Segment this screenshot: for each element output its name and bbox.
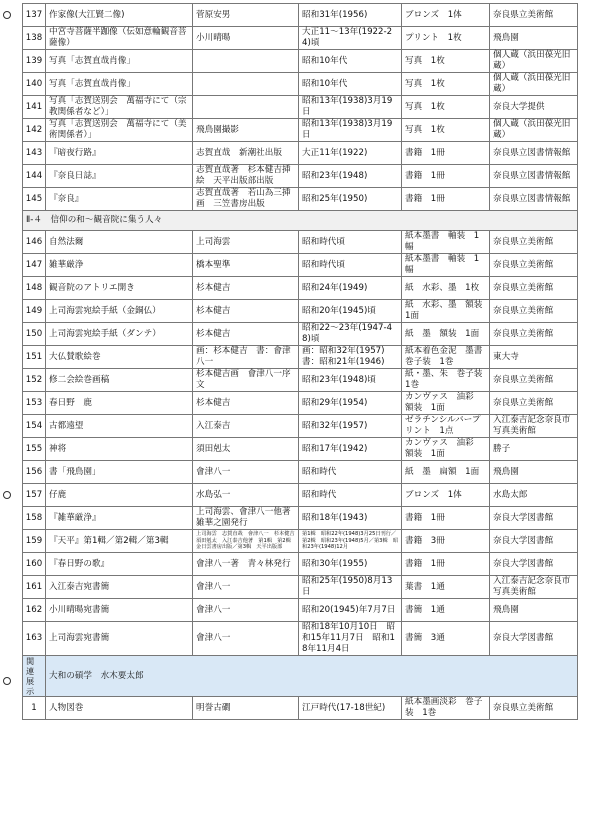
item-number: 149 bbox=[23, 300, 46, 323]
item-title: 『天平』第1輯／第2輯／第3輯 bbox=[46, 530, 193, 553]
item-title: 上司海雲宛書簡 bbox=[46, 622, 193, 656]
item-date: 昭和10年代 bbox=[299, 73, 402, 96]
item-title: 写真「志賀直哉肖像」 bbox=[46, 73, 193, 96]
item-owner: 個人蔵（浜田葆光旧蔵） bbox=[490, 73, 578, 96]
item-date: 昭和20年(1945)頃 bbox=[299, 300, 402, 323]
table-row bbox=[23, 254, 578, 277]
item-material: 書籍 1冊 bbox=[402, 553, 490, 576]
table-row bbox=[23, 323, 578, 346]
item-material: 紙本着色金泥 墨書 巻子装 1巻 bbox=[402, 346, 490, 369]
item-material: 紙 墨 額装 1面 bbox=[402, 323, 490, 346]
item-author: 會津八一 bbox=[193, 599, 299, 622]
item-material: カンヴァス 油彩 額装 1面 bbox=[402, 392, 490, 415]
item-material: 書籍 1冊 bbox=[402, 165, 490, 188]
item-owner: 奈良県立美術館 bbox=[490, 231, 578, 254]
item-owner: 個人蔵（浜田葆光旧蔵） bbox=[490, 119, 578, 142]
item-title: 入江泰吉宛書簡 bbox=[46, 576, 193, 599]
item-owner: 入江泰吉記念奈良市写真美術館 bbox=[490, 415, 578, 438]
item-owner: 奈良県立美術館 bbox=[490, 369, 578, 392]
table-row bbox=[23, 553, 578, 576]
item-title: 雑華厳浄 bbox=[46, 254, 193, 277]
item-number: 161 bbox=[23, 576, 46, 599]
item-number: 141 bbox=[23, 96, 46, 119]
item-date: 昭和時代頃 bbox=[299, 231, 402, 254]
item-owner: 飛鳥園 bbox=[490, 27, 578, 50]
item-material: 写真 1枚 bbox=[402, 50, 490, 73]
table-row bbox=[23, 346, 578, 369]
table-row bbox=[23, 188, 578, 211]
item-title: 上司海雲宛絵手紙（ダンテ） bbox=[46, 323, 193, 346]
item-number: 142 bbox=[23, 119, 46, 142]
item-number: 154 bbox=[23, 415, 46, 438]
table-row bbox=[23, 697, 578, 720]
table-row bbox=[23, 96, 578, 119]
item-number: 159 bbox=[23, 530, 46, 553]
item-date: 昭和22～23年(1947-48)頃 bbox=[299, 323, 402, 346]
table-row bbox=[23, 277, 578, 300]
item-author: 志賀直哉著 杉本健吉挿絵 天平出版部出版 bbox=[193, 165, 299, 188]
item-date: 昭和時代 bbox=[299, 461, 402, 484]
item-material: 書簡 3通 bbox=[402, 622, 490, 656]
item-author: 志賀直哉 新潮社出版 bbox=[193, 142, 299, 165]
item-owner: 奈良県立図書情報館 bbox=[490, 142, 578, 165]
item-number: 156 bbox=[23, 461, 46, 484]
table-row bbox=[23, 165, 578, 188]
table-row bbox=[23, 392, 578, 415]
item-material: 書簡 1通 bbox=[402, 599, 490, 622]
item-material: ブロンズ 1体 bbox=[402, 484, 490, 507]
item-owner: 奈良大学図書館 bbox=[490, 622, 578, 656]
selection-circle-icon bbox=[3, 491, 11, 499]
item-material: 書籍 1冊 bbox=[402, 507, 490, 530]
item-author bbox=[193, 50, 299, 73]
item-title: 『雑華厳浄』 bbox=[46, 507, 193, 530]
item-date: 昭和32年(1957) bbox=[299, 415, 402, 438]
item-owner: 奈良大学提供 bbox=[490, 96, 578, 119]
item-title: 中宮寺菩薩半跏像（伝如意輪観音菩薩像） bbox=[46, 27, 193, 50]
item-material: 紙 水彩、墨 1枚 bbox=[402, 277, 490, 300]
table-row bbox=[23, 27, 578, 50]
item-material: 書籍 1冊 bbox=[402, 188, 490, 211]
selection-circle-icon bbox=[3, 677, 11, 685]
item-date: 昭和25年(1950) bbox=[299, 188, 402, 211]
item-date: 昭和18年10月10日 昭和15年11月7日 昭和18年11月4日 bbox=[299, 622, 402, 656]
item-number: 144 bbox=[23, 165, 46, 188]
item-title: 小川晴暘宛書簡 bbox=[46, 599, 193, 622]
item-material: 紙本墨書 軸装 1幅 bbox=[402, 254, 490, 277]
item-title: 『春日野の歌』 bbox=[46, 553, 193, 576]
item-author: 上司海雲 志賀直哉 會津八一 杉本健吉 須田剋太 入江泰吉他著 第1輯 第2輯 金日雲書房出版／第3輯 天平出版部 bbox=[193, 530, 299, 553]
item-author: 橋本聖準 bbox=[193, 254, 299, 277]
related-exhibit-title: 大和の碩学 水木要太郎 bbox=[46, 656, 578, 697]
item-title: 修二会絵巻画稿 bbox=[46, 369, 193, 392]
item-owner: 奈良県立美術館 bbox=[490, 323, 578, 346]
item-number: 153 bbox=[23, 392, 46, 415]
item-number: 162 bbox=[23, 599, 46, 622]
item-title: 『奈良』 bbox=[46, 188, 193, 211]
item-number: 137 bbox=[23, 4, 46, 27]
item-title: 書「飛鳥園」 bbox=[46, 461, 193, 484]
item-title: 写真「志賀送別会 萬福寺にて（美術関係者）」 bbox=[46, 119, 193, 142]
item-title: 古都遠望 bbox=[46, 415, 193, 438]
item-date: 昭和29年(1954) bbox=[299, 392, 402, 415]
item-owner: 奈良県立図書情報館 bbox=[490, 165, 578, 188]
item-number: 150 bbox=[23, 323, 46, 346]
item-owner: 奈良県立美術館 bbox=[490, 697, 578, 720]
item-number: 160 bbox=[23, 553, 46, 576]
item-number: 151 bbox=[23, 346, 46, 369]
item-number: 147 bbox=[23, 254, 46, 277]
table-row bbox=[23, 438, 578, 461]
item-author bbox=[193, 73, 299, 96]
table-row bbox=[23, 50, 578, 73]
item-author: 水島弘一 bbox=[193, 484, 299, 507]
table-row bbox=[23, 507, 578, 530]
item-date: 昭和23年(1948)頃 bbox=[299, 369, 402, 392]
item-title: 上司海雲宛絵手紙（金銅仏） bbox=[46, 300, 193, 323]
item-date: 大正11～13年(1922-24)頃 bbox=[299, 27, 402, 50]
item-owner: 飛鳥園 bbox=[490, 461, 578, 484]
item-author: 上司海雲、會津八一他著 雑華之園発行 bbox=[193, 507, 299, 530]
item-author: 會津八一著 青々林発行 bbox=[193, 553, 299, 576]
item-number: 145 bbox=[23, 188, 46, 211]
item-author: 画：杉本健吉 書：會津八一 bbox=[193, 346, 299, 369]
item-number: 163 bbox=[23, 622, 46, 656]
item-owner: 奈良県立美術館 bbox=[490, 4, 578, 27]
item-material: 写真 1枚 bbox=[402, 73, 490, 96]
item-date: 昭和31年(1956) bbox=[299, 4, 402, 27]
item-date: 昭和時代頃 bbox=[299, 254, 402, 277]
item-author: 菅原安男 bbox=[193, 4, 299, 27]
item-author: 會津八一 bbox=[193, 622, 299, 656]
item-title: 『暗夜行路』 bbox=[46, 142, 193, 165]
item-number: 155 bbox=[23, 438, 46, 461]
item-owner: 飛鳥園 bbox=[490, 599, 578, 622]
item-author: 入江泰吉 bbox=[193, 415, 299, 438]
table-row bbox=[23, 231, 578, 254]
item-author: 杉本健吉 bbox=[193, 323, 299, 346]
item-owner: 個人蔵（浜田葆光旧蔵） bbox=[490, 50, 578, 73]
item-material: 紙本墨画淡彩 巻子装 1巻 bbox=[402, 697, 490, 720]
item-material: 書籍 1冊 bbox=[402, 142, 490, 165]
item-material: 書籍 3冊 bbox=[402, 530, 490, 553]
item-number: 139 bbox=[23, 50, 46, 73]
item-date: 昭和30年(1955) bbox=[299, 553, 402, 576]
item-number: 138 bbox=[23, 27, 46, 50]
catalog-table bbox=[22, 3, 578, 720]
item-title: 写真「志賀送別会 萬福寺にて（宗教関係者など）」 bbox=[46, 96, 193, 119]
item-author: 明誉古磵 bbox=[193, 697, 299, 720]
item-number: 146 bbox=[23, 231, 46, 254]
item-title: 観音院のアトリエ開き bbox=[46, 277, 193, 300]
item-number: 148 bbox=[23, 277, 46, 300]
section-title: Ⅱ-４ 信仰の和～観音院に集う人々 bbox=[23, 211, 578, 231]
section-header-row bbox=[23, 211, 578, 231]
item-title: 『奈良日誌』 bbox=[46, 165, 193, 188]
item-title: 仔鹿 bbox=[46, 484, 193, 507]
item-date: 昭和23年(1948) bbox=[299, 165, 402, 188]
item-author bbox=[193, 96, 299, 119]
item-material: 写真 1枚 bbox=[402, 96, 490, 119]
table-row bbox=[23, 576, 578, 599]
item-number: 143 bbox=[23, 142, 46, 165]
item-owner: 奈良大学図書館 bbox=[490, 530, 578, 553]
item-owner: 奈良県立美術館 bbox=[490, 277, 578, 300]
item-date: 昭和13年(1938)3月19日 bbox=[299, 119, 402, 142]
item-owner: 水島太郎 bbox=[490, 484, 578, 507]
table-row bbox=[23, 369, 578, 392]
item-owner: 奈良県立美術館 bbox=[490, 392, 578, 415]
item-owner: 奈良大学図書館 bbox=[490, 507, 578, 530]
item-material: カンヴァス 油彩 額装 1面 bbox=[402, 438, 490, 461]
item-material: 紙本墨書 軸装 1幅 bbox=[402, 231, 490, 254]
item-material: ゼラチンシルバープリント 1点 bbox=[402, 415, 490, 438]
item-author: 志賀直哉著 若山為三挿画 三笠書房出版 bbox=[193, 188, 299, 211]
table-row bbox=[23, 73, 578, 96]
item-author: 杉本健吉 bbox=[193, 392, 299, 415]
item-material: 紙 墨 扁額 1面 bbox=[402, 461, 490, 484]
item-owner: 奈良県立美術館 bbox=[490, 300, 578, 323]
item-date: 画：昭和32年(1957) 書：昭和21年(1946) bbox=[299, 346, 402, 369]
item-date: 昭和20(1945)年7月7日 bbox=[299, 599, 402, 622]
related-exhibit-row bbox=[23, 656, 578, 697]
item-author: 杉本健吉 bbox=[193, 300, 299, 323]
item-number: 140 bbox=[23, 73, 46, 96]
item-owner: 東大寺 bbox=[490, 346, 578, 369]
table-row bbox=[23, 484, 578, 507]
table-row bbox=[23, 142, 578, 165]
item-author: 會津八一 bbox=[193, 461, 299, 484]
item-owner: 入江泰吉記念奈良市写真美術館 bbox=[490, 576, 578, 599]
table-row bbox=[23, 530, 578, 553]
table-row bbox=[23, 622, 578, 656]
table-row bbox=[23, 4, 578, 27]
table-row bbox=[23, 119, 578, 142]
item-author: 上司海雲 bbox=[193, 231, 299, 254]
item-material: ブロンズ 1体 bbox=[402, 4, 490, 27]
item-material: 紙・墨、朱 巻子装 1巻 bbox=[402, 369, 490, 392]
item-number: 1 bbox=[23, 697, 46, 720]
item-owner: 奈良県立図書情報館 bbox=[490, 188, 578, 211]
item-material: 葉書 1通 bbox=[402, 576, 490, 599]
item-date: 昭和17年(1942) bbox=[299, 438, 402, 461]
item-date: 大正11年(1922) bbox=[299, 142, 402, 165]
item-date: 第1輯 昭和22年(1948)3月25日刊行／第2輯 昭和23年(1948)5月／第3輯 昭和23年(1948)12月 bbox=[299, 530, 402, 553]
item-date: 昭和時代 bbox=[299, 484, 402, 507]
item-author: 小川晴暘 bbox=[193, 27, 299, 50]
item-title: 大仏賛歌絵巻 bbox=[46, 346, 193, 369]
item-number: 152 bbox=[23, 369, 46, 392]
catalog-rows bbox=[23, 4, 578, 720]
item-title: 春日野 鹿 bbox=[46, 392, 193, 415]
table-row bbox=[23, 599, 578, 622]
item-owner: 奈良県立美術館 bbox=[490, 254, 578, 277]
item-title: 人物図巻 bbox=[46, 697, 193, 720]
item-owner: 勝子 bbox=[490, 438, 578, 461]
item-date: 昭和25年(1950)8月13日 bbox=[299, 576, 402, 599]
item-author: 杉本健吉 bbox=[193, 277, 299, 300]
item-number: 157 bbox=[23, 484, 46, 507]
item-title: 神将 bbox=[46, 438, 193, 461]
item-title: 写真「志賀直哉肖像」 bbox=[46, 50, 193, 73]
item-material: 紙 水彩、墨 額装 1面 bbox=[402, 300, 490, 323]
item-author: 杉本健吉画 會津八一序文 bbox=[193, 369, 299, 392]
item-owner: 奈良大学図書館 bbox=[490, 553, 578, 576]
item-title: 自然法爾 bbox=[46, 231, 193, 254]
related-exhibit-label: 関連展示 bbox=[23, 656, 46, 697]
item-date: 江戸時代(17-18世紀) bbox=[299, 697, 402, 720]
table-row bbox=[23, 461, 578, 484]
selection-marks-column bbox=[0, 0, 20, 816]
table-row bbox=[23, 300, 578, 323]
item-date: 昭和18年(1943) bbox=[299, 507, 402, 530]
item-title: 作家像(大江賢二像) bbox=[46, 4, 193, 27]
item-author: 須田剋太 bbox=[193, 438, 299, 461]
item-number: 158 bbox=[23, 507, 46, 530]
item-date: 昭和10年代 bbox=[299, 50, 402, 73]
selection-circle-icon bbox=[3, 11, 11, 19]
item-date: 昭和13年(1938)3月19日 bbox=[299, 96, 402, 119]
table-row bbox=[23, 415, 578, 438]
item-author: 會津八一 bbox=[193, 576, 299, 599]
item-material: プリント 1枚 bbox=[402, 27, 490, 50]
item-author: 飛鳥園撮影 bbox=[193, 119, 299, 142]
item-date: 昭和24年(1949) bbox=[299, 277, 402, 300]
item-material: 写真 1枚 bbox=[402, 119, 490, 142]
